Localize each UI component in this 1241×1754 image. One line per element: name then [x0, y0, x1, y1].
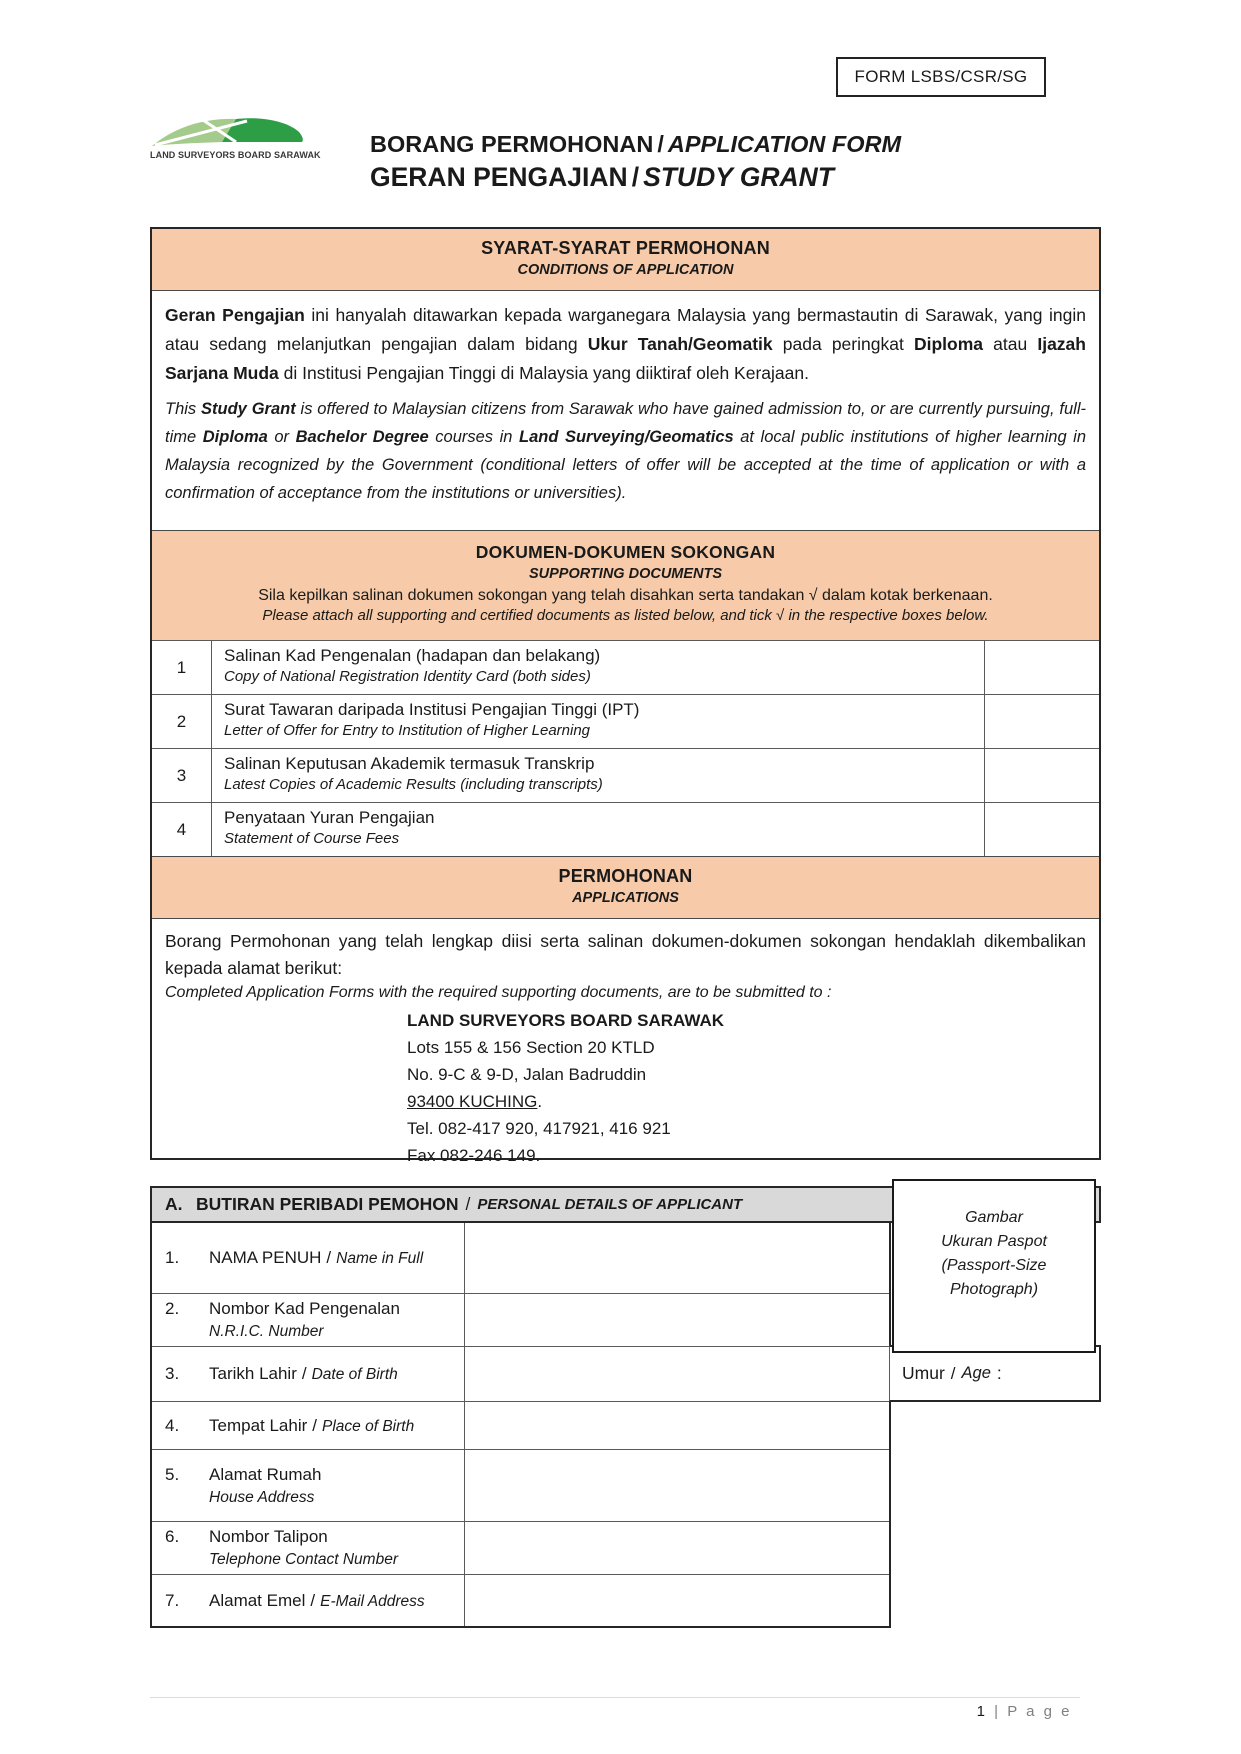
document-row-4	[152, 802, 1099, 856]
row-place-of-birth	[152, 1401, 889, 1449]
document-row-4-tick-box[interactable]	[985, 803, 1099, 856]
applications-paragraph-english: Completed Application Forms with the required supporting documents, are to be submitted to :	[165, 984, 832, 1001]
lsbs-logo-icon	[150, 114, 312, 148]
conditions-paragraph-malay: Geran Pengajian ini hanyalah ditawarkan kepada warganegara Malaysia yang bermastautin di Sarawak, yang ingin atau sedang melanjutkan pengajian dalam bidang Ukur Tanah/Geomatik pada peringkat Diploma atau Ijazah Sarjana Muda di Institusi Pengajian Tinggi di Malaysia yang diiktiraf oleh Kerajaan.	[165, 305, 1086, 383]
age-label-malay: Umur	[902, 1363, 945, 1383]
applications-heading-malay: PERMOHONAN	[558, 866, 693, 886]
row-telephone	[152, 1521, 889, 1574]
document-row-1	[152, 640, 1099, 694]
document-row-2	[152, 694, 1099, 748]
row-nric-number	[152, 1293, 889, 1346]
document-row-2-description: Surat Tawaran daripada Institusi Pengajian Tinggi (IPT) Letter of Offer for Entry to Institution of Higher Learning	[212, 695, 985, 748]
logo-caption: LAND SURVEYORS BOARD SARAWAK	[150, 150, 321, 160]
form-code-text: FORM LSBS/CSR/SG	[854, 67, 1028, 86]
title1-english: APPLICATION FORM	[667, 131, 902, 157]
personal-details-rows	[150, 1223, 891, 1628]
conditions-body	[152, 290, 1099, 530]
form-title-block	[370, 131, 901, 193]
age-value-cell[interactable]: Umur / Age :	[889, 1345, 1101, 1402]
document-row-1-description: Salinan Kad Pengenalan (hadapan dan belakang) Copy of National Registration Identity Card (both sides)	[212, 641, 985, 694]
documents-section-header	[152, 530, 1099, 640]
documents-instruction-english: Please attach all supporting and certified documents as listed below, and tick √ in the respective boxes below.	[262, 607, 989, 624]
document-row-1-number: 1	[152, 641, 212, 694]
documents-heading-english: SUPPORTING DOCUMENTS	[528, 566, 723, 582]
document-row-3-tick-box[interactable]	[985, 749, 1099, 802]
title2-malay: GERAN PENGAJIAN	[370, 162, 628, 192]
row-name-label: 1. NAMA PENUH / Name in Full	[165, 1248, 424, 1267]
conditions-section-header	[152, 229, 1099, 290]
document-row-2-tick-box[interactable]	[985, 695, 1099, 748]
pob-value-cell[interactable]	[464, 1402, 889, 1449]
telephone-value-cell[interactable]	[464, 1522, 889, 1574]
dob-value-cell[interactable]	[464, 1347, 889, 1401]
document-row-3-description: Salinan Keputusan Akademik termasuk Transkrip Latest Copies of Academic Results (including transcripts)	[212, 749, 985, 802]
row-house-address-label: 5. Alamat Rumah House Address	[165, 1464, 322, 1506]
personal-details-section	[150, 1186, 1101, 1628]
row-house-address	[152, 1449, 889, 1521]
email-value-cell[interactable]	[464, 1575, 889, 1626]
documents-heading-malay: DOKUMEN-DOKUMEN SOKONGAN	[475, 542, 776, 562]
personal-details-header: A. BUTIRAN PERIBADI PEMOHON / PERSONAL DETAILS OF APPLICANT	[150, 1186, 1101, 1223]
form-title-line2: GERAN PENGAJIAN / STUDY GRANT	[370, 162, 834, 192]
address-telephone: Tel. 082-417 920, 417921, 416 921	[407, 1119, 671, 1138]
document-row-3	[152, 748, 1099, 802]
conditions-heading-english: CONDITIONS OF APPLICATION	[517, 262, 734, 278]
submission-address	[407, 1007, 1086, 1169]
applications-paragraph-malay: Borang Permohonan yang telah lengkap diisi serta salinan dokumen-dokumen sokongan hendaklah dikembalikan kepada alamat berikut:	[165, 931, 1086, 978]
main-info-table	[150, 227, 1101, 1165]
document-row-2-number: 2	[152, 695, 212, 748]
name-value-cell[interactable]	[464, 1223, 889, 1293]
row-pob-label: 4. Tempat Lahir / Place of Birth	[165, 1415, 415, 1435]
document-row-4-number: 4	[152, 803, 212, 856]
document-row-4-description: Penyataan Yuran Pengajian Statement of Course Fees	[212, 803, 985, 856]
row-email-label: 7. Alamat Emel / E-Mail Address	[165, 1590, 425, 1610]
passport-photo-box[interactable]: Gambar Ukuran Paspot (Passport-Size Photograph)	[892, 1179, 1096, 1353]
document-row-1-tick-box[interactable]	[985, 641, 1099, 694]
address-line-1: Lots 155 & 156 Section 20 KTLD	[407, 1038, 655, 1057]
row-date-of-birth	[152, 1346, 889, 1401]
documents-instruction-malay: Sila kepilkan salinan dokumen sokongan yang telah disahkan serta tandakan √ dalam kotak berkenaan.	[258, 587, 993, 604]
address-org-name: LAND SURVEYORS BOARD SARAWAK	[407, 1011, 725, 1030]
title2-english: STUDY GRANT	[643, 162, 834, 192]
form-code-box	[836, 57, 1046, 97]
section-a-heading-malay: BUTIRAN PERIBADI PEMOHON	[196, 1194, 459, 1214]
applications-heading-english: APPLICATIONS	[572, 890, 679, 906]
applications-section-header	[152, 856, 1099, 918]
row-name-in-full	[152, 1223, 889, 1293]
document-row-3-number: 3	[152, 749, 212, 802]
section-letter: A.	[165, 1194, 183, 1214]
address-fax: Fax 082-246 149.	[407, 1146, 541, 1165]
age-label-english: Age	[961, 1364, 991, 1382]
footer-divider	[150, 1697, 1080, 1698]
brand-block	[150, 114, 321, 160]
address-city-line: 93400 KUCHING.	[407, 1092, 543, 1111]
conditions-paragraph-english: This Study Grant is offered to Malaysian citizens from Sarawak who have gained admission to, or are currently pursuing, full-time Diploma or Bachelor Degree courses in Land Surveying/Geomatics at local public institutions of higher learning in Malaysia recognized by the Government (conditional letters of offer will be accepted at the time of application or with a confirmation of acceptance from the institutions or universities).	[165, 400, 1087, 502]
row-dob-label: 3. Tarikh Lahir / Date of Birth	[165, 1364, 398, 1383]
house-address-value-cell[interactable]	[464, 1450, 889, 1521]
applications-body	[152, 918, 1099, 1165]
section-a-heading-english: PERSONAL DETAILS OF APPLICANT	[477, 1196, 743, 1213]
row-email	[152, 1574, 889, 1626]
row-telephone-label: 6. Nombor Talipon Telephone Contact Number	[165, 1527, 398, 1568]
address-line-2: No. 9-C & 9-D, Jalan Badruddin	[407, 1065, 647, 1084]
conditions-heading-malay: SYARAT-SYARAT PERMOHONAN	[481, 238, 770, 258]
page-number: 1 | P a g e	[976, 1703, 1072, 1720]
form-title-line1: BORANG PERMOHONAN / APPLICATION FORM	[370, 131, 902, 157]
nric-value-cell[interactable]	[464, 1294, 889, 1346]
title1-malay: BORANG PERMOHONAN	[370, 131, 654, 157]
row-nric-label: 2. Nombor Kad Pengenalan N.R.I.C. Number	[165, 1299, 400, 1340]
